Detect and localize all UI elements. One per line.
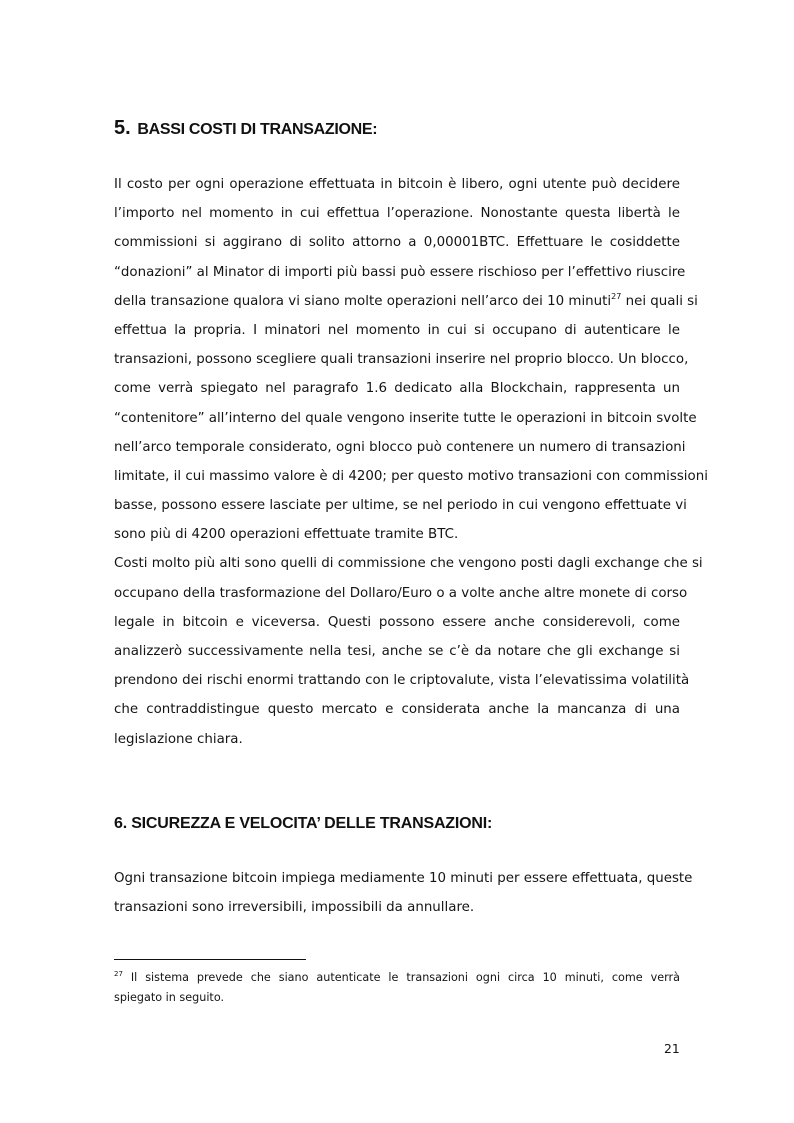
body-line-with-footnote [114,287,698,316]
section-5-title: BASSI COSTI DI TRANSAZIONE: [137,121,378,138]
footnote-text: Il sistema prevede che siano autenticate le transazioni ogni circa 10 minuti, come verrà [130,971,680,984]
body-line-text: nei quali si [625,293,698,309]
footnote-line: spiegato in seguito. [114,991,225,1004]
body-line: legale in bitcoin e viceversa. Questi possono essere anche considerevoli, come [114,614,680,630]
body-line: effettua la propria. I minatori nel momento in cui si occupano di autenticare le [114,322,680,338]
section-5-body [114,170,708,754]
section-6-heading: 6. SICUREZZA E VELOCITA’ DELLE TRANSAZIONI: [114,815,493,832]
body-line: transazioni, possono scegliere quali transazioni inserire nel proprio blocco. Un blocco, [114,352,689,368]
body-line: Il costo per ogni operazione effettuata in bitcoin è libero, ogni utente può decidere [114,177,680,192]
footnote-marker: 27 [114,970,123,978]
footnote-reference: 27 [611,291,622,301]
body-line: commissioni si aggirano di solito attorno a 0,00001BTC. Effettuare le cosiddette [114,235,680,251]
body-line: legislazione chiara. [114,731,243,747]
body-line: “donazioni” al Minator di importi più bassi può essere rischioso per l’effettivo riuscire [114,264,686,280]
body-line: transazioni sono irreversibili, impossibili da annullare. [114,900,475,916]
section-5-heading [114,113,377,141]
body-line: che contraddistingue questo mercato e considerata anche la mancanza di una [114,702,680,718]
body-line: Ogni transazione bitcoin impiega mediamente 10 minuti per essere effettuata, queste [114,871,693,886]
body-line: come verrà spiegato nel paragrafo 1.6 dedicato alla Blockchain, rappresenta un [114,381,680,397]
body-line: l’importo nel momento in cui effettua l’operazione. Nonostante questa libertà le [114,206,680,222]
body-line: limitate, il cui massimo valore è di 4200; per questo motivo transazioni con commissioni [114,468,708,484]
footnote [114,968,680,1008]
section-6-body [114,864,693,922]
footnote-line [114,968,680,988]
body-line: analizzerò successivamente nella tesi, anche se c’è da notare che gli exchange si [114,644,680,659]
body-line: nell’arco temporale considerato, ogni blocco può contenere un numero di transazioni [114,439,686,455]
body-line: basse, possono essere lasciate per ultime, se nel periodo in cui vengono effettuate vi [114,498,687,514]
footnote-separator [114,959,306,960]
body-line: sono più di 4200 operazioni effettuate tramite BTC. [114,527,459,543]
body-line: prendono dei rischi enormi trattando con le criptovalute, vista l’elevatissima volatilità [114,673,690,689]
page-number: 21 [664,1041,680,1056]
section-5-number: 5. [114,117,131,139]
body-line: “contenitore” all’interno del quale vengono inserite tutte le operazioni in bitcoin svolte [114,410,697,426]
body-line: occupano della trasformazione del Dollaro/Euro o a volte anche altre monete di corso [114,585,688,601]
body-line: Costi molto più alti sono quelli di commissione che vengono posti dagli exchange che si [114,556,703,572]
body-line-text: della transazione qualora vi siano molte operazioni nell’arco dei 10 minuti [114,293,612,309]
